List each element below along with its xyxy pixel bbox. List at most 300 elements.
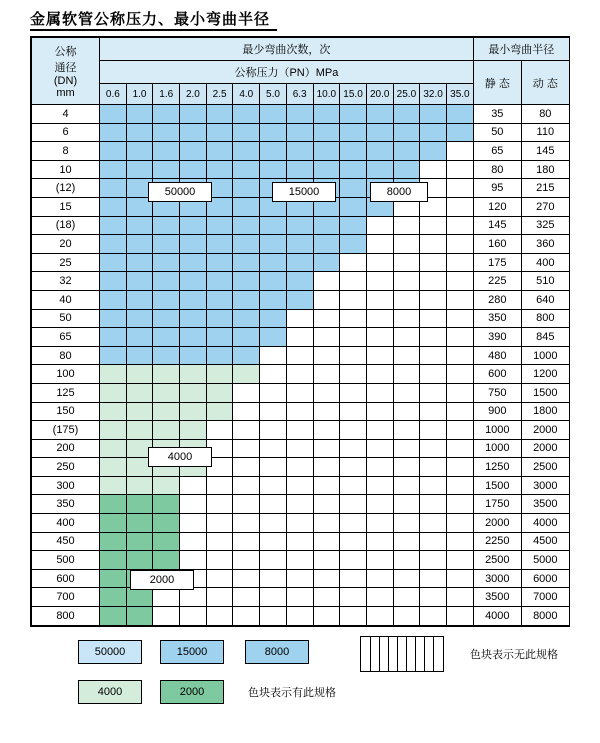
static-radius-value: 80 — [473, 160, 521, 179]
spec-cell — [313, 458, 340, 477]
spec-cell — [366, 421, 393, 440]
spec-cell — [233, 421, 260, 440]
table-row — [32, 253, 570, 272]
dn-value: 10 — [32, 160, 100, 179]
spec-cell — [313, 123, 340, 142]
dn-value: 40 — [32, 290, 100, 309]
spec-cell — [180, 402, 207, 421]
spec-cell — [420, 588, 447, 607]
spec-cell — [126, 142, 153, 161]
static-radius-value: 160 — [473, 235, 521, 254]
dynamic-radius-value: 510 — [521, 272, 569, 291]
spec-cell — [446, 105, 473, 124]
spec-cell — [206, 383, 233, 402]
table-row — [32, 588, 570, 607]
spec-cell — [340, 607, 367, 626]
static-radius-value: 900 — [473, 402, 521, 421]
dynamic-radius-value: 5000 — [521, 551, 569, 570]
spec-cell — [313, 290, 340, 309]
spec-cell — [420, 328, 447, 347]
spec-cell — [153, 365, 180, 384]
dynamic-radius-value: 3500 — [521, 495, 569, 514]
spec-cell — [233, 179, 260, 198]
static-radius-value: 2500 — [473, 551, 521, 570]
spec-cell — [420, 309, 447, 328]
spec-cell — [153, 551, 180, 570]
header-row-1 — [32, 38, 570, 61]
spec-cell — [340, 514, 367, 533]
spec-cell — [286, 439, 313, 458]
spec-cell — [340, 569, 367, 588]
dn-value: 65 — [32, 328, 100, 347]
spec-cell — [366, 476, 393, 495]
spec-cell — [393, 346, 420, 365]
spec-cell — [180, 607, 207, 626]
overlay-tag: 4000 — [148, 447, 212, 467]
spec-cell — [340, 309, 367, 328]
spec-cell — [233, 123, 260, 142]
dn-header-line-3: mm — [56, 87, 75, 99]
spec-cell — [420, 346, 447, 365]
dynamic-radius-value: 215 — [521, 179, 569, 198]
static-radius-value: 280 — [473, 290, 521, 309]
spec-cell — [206, 160, 233, 179]
static-radius-value: 65 — [473, 142, 521, 161]
spec-cell — [233, 216, 260, 235]
table-row — [32, 216, 570, 235]
legend-swatch: 2000 — [160, 680, 224, 704]
dn-value: 150 — [32, 402, 100, 421]
pn-value-header: 32.0 — [420, 84, 447, 105]
spec-cell — [153, 476, 180, 495]
dn-header-line-1: 通径 — [54, 62, 77, 74]
radius-header: 最小弯曲半径 — [473, 38, 569, 61]
dn-header-line-0: 公称 — [54, 46, 77, 58]
spec-cell — [446, 402, 473, 421]
spec-cell — [233, 197, 260, 216]
header-row-2 — [32, 61, 570, 84]
spec-cell — [126, 402, 153, 421]
static-radius-value: 1750 — [473, 495, 521, 514]
spec-cell — [126, 383, 153, 402]
spec-cell — [100, 105, 127, 124]
dynamic-radius-value: 80 — [521, 105, 569, 124]
spec-cell — [313, 402, 340, 421]
spec-cell — [393, 402, 420, 421]
pn-value-header: 6.3 — [286, 84, 313, 105]
spec-cell — [286, 346, 313, 365]
static-radius-value: 1500 — [473, 476, 521, 495]
spec-cell — [233, 160, 260, 179]
dynamic-radius-value: 145 — [521, 142, 569, 161]
static-radius-value: 120 — [473, 197, 521, 216]
spec-cell — [180, 235, 207, 254]
spec-cell — [286, 235, 313, 254]
table-row — [32, 458, 570, 477]
spec-cell — [446, 216, 473, 235]
spec-cell — [100, 532, 127, 551]
spec-cell — [206, 105, 233, 124]
spec-cell — [286, 532, 313, 551]
spec-cell — [446, 439, 473, 458]
spec-cell — [206, 272, 233, 291]
spec-cell — [366, 383, 393, 402]
spec-cell — [313, 476, 340, 495]
spec-cell — [100, 253, 127, 272]
spec-cell — [393, 105, 420, 124]
static-radius-value: 750 — [473, 383, 521, 402]
spec-cell — [100, 421, 127, 440]
spec-cell — [420, 253, 447, 272]
dn-value: 400 — [32, 514, 100, 533]
spec-cell — [100, 458, 127, 477]
spec-cell — [393, 365, 420, 384]
spec-cell — [206, 421, 233, 440]
spec-cell — [153, 272, 180, 291]
spec-cell — [340, 495, 367, 514]
spec-cell — [126, 514, 153, 533]
spec-cell — [260, 588, 287, 607]
spec-cell — [340, 421, 367, 440]
pn-value-header: 10.0 — [313, 84, 340, 105]
spec-cell — [180, 495, 207, 514]
spec-cell — [126, 290, 153, 309]
spec-cell — [446, 309, 473, 328]
spec-cell — [206, 588, 233, 607]
table-row — [32, 160, 570, 179]
spec-cell — [420, 476, 447, 495]
spec-cell — [286, 142, 313, 161]
spec-cell — [180, 588, 207, 607]
spec-cell — [446, 383, 473, 402]
spec-cell — [260, 309, 287, 328]
spec-table — [31, 37, 570, 626]
spec-cell — [393, 476, 420, 495]
table-row — [32, 235, 570, 254]
spec-cell — [366, 142, 393, 161]
spec-cell — [420, 402, 447, 421]
spec-cell — [260, 439, 287, 458]
spec-cell — [446, 197, 473, 216]
dynamic-radius-value: 7000 — [521, 588, 569, 607]
dynamic-radius-value: 325 — [521, 216, 569, 235]
spec-cell — [260, 458, 287, 477]
table-row — [32, 495, 570, 514]
spec-cell — [286, 160, 313, 179]
dn-value: 8 — [32, 142, 100, 161]
dn-value: (12) — [32, 179, 100, 198]
spec-cell — [313, 216, 340, 235]
spec-cell — [393, 588, 420, 607]
spec-cell — [286, 514, 313, 533]
spec-cell — [366, 365, 393, 384]
spec-cell — [100, 123, 127, 142]
dynamic-radius-value: 1500 — [521, 383, 569, 402]
spec-cell — [420, 569, 447, 588]
table-row — [32, 328, 570, 347]
spec-cell — [180, 514, 207, 533]
spec-cell — [446, 346, 473, 365]
pn-value-header: 25.0 — [393, 84, 420, 105]
dynamic-radius-value: 800 — [521, 309, 569, 328]
spec-cell — [153, 160, 180, 179]
spec-cell — [233, 346, 260, 365]
spec-cell — [420, 123, 447, 142]
spec-cell — [126, 328, 153, 347]
spec-cell — [233, 105, 260, 124]
spec-cell — [100, 160, 127, 179]
spec-cell — [126, 309, 153, 328]
spec-cell — [260, 272, 287, 291]
spec-cell — [420, 421, 447, 440]
spec-cell — [313, 160, 340, 179]
spec-cell — [153, 142, 180, 161]
spec-cell — [313, 142, 340, 161]
spec-cell — [260, 383, 287, 402]
spec-cell — [260, 346, 287, 365]
spec-cell — [180, 551, 207, 570]
spec-cell — [233, 532, 260, 551]
spec-cell — [393, 532, 420, 551]
spec-cell — [340, 123, 367, 142]
overlay-tag: 50000 — [148, 182, 212, 202]
static-radius-value: 2250 — [473, 532, 521, 551]
table-row — [32, 142, 570, 161]
table-row — [32, 365, 570, 384]
dynamic-radius-value: 1000 — [521, 346, 569, 365]
spec-cell — [446, 551, 473, 570]
spec-cell — [180, 123, 207, 142]
legend-grid-swatch — [360, 636, 444, 672]
spec-cell — [260, 514, 287, 533]
table-row — [32, 290, 570, 309]
spec-cell — [446, 365, 473, 384]
table-row — [32, 402, 570, 421]
dynamic-radius-value: 3000 — [521, 476, 569, 495]
spec-cell — [286, 290, 313, 309]
spec-cell — [233, 290, 260, 309]
legend-swatch: 4000 — [78, 680, 142, 704]
spec-cell — [366, 551, 393, 570]
spec-cell — [366, 309, 393, 328]
static-radius-value: 4000 — [473, 607, 521, 626]
spec-cell — [313, 105, 340, 124]
static-radius-value: 50 — [473, 123, 521, 142]
spec-cell — [233, 588, 260, 607]
spec-cell — [446, 588, 473, 607]
overlay-tag: 2000 — [130, 570, 194, 590]
spec-cell — [420, 142, 447, 161]
spec-cell — [286, 402, 313, 421]
spec-cell — [233, 328, 260, 347]
spec-cell — [206, 532, 233, 551]
table-row — [32, 272, 570, 291]
pn-value-header: 35.0 — [446, 84, 473, 105]
spec-cell — [313, 309, 340, 328]
spec-cell — [233, 142, 260, 161]
dynamic-radius-value: 1800 — [521, 402, 569, 421]
spec-cell — [366, 495, 393, 514]
spec-cell — [366, 532, 393, 551]
spec-cell — [393, 551, 420, 570]
spec-cell — [393, 216, 420, 235]
spec-cell — [313, 365, 340, 384]
pn-value-header: 4.0 — [233, 84, 260, 105]
dn-value: 15 — [32, 197, 100, 216]
spec-cell — [126, 551, 153, 570]
spec-cell — [313, 421, 340, 440]
spec-cell — [286, 569, 313, 588]
dn-value: 250 — [32, 458, 100, 477]
spec-cell — [446, 569, 473, 588]
table-row — [32, 123, 570, 142]
spec-cell — [366, 588, 393, 607]
spec-cell — [206, 309, 233, 328]
spec-cell — [366, 402, 393, 421]
pn-value-header: 15.0 — [340, 84, 367, 105]
spec-cell — [153, 532, 180, 551]
spec-cell — [340, 383, 367, 402]
spec-cell — [313, 495, 340, 514]
pn-value-header: 2.0 — [180, 84, 207, 105]
spec-cell — [206, 216, 233, 235]
spec-cell — [420, 607, 447, 626]
spec-cell — [340, 179, 367, 198]
spec-cell — [126, 476, 153, 495]
spec-cell — [313, 532, 340, 551]
spec-cell — [206, 495, 233, 514]
spec-cell — [393, 495, 420, 514]
spec-cell — [233, 458, 260, 477]
spec-cell — [420, 495, 447, 514]
spec-cell — [340, 197, 367, 216]
spec-cell — [446, 532, 473, 551]
spec-cell — [153, 216, 180, 235]
spec-cell — [366, 328, 393, 347]
spec-cell — [260, 607, 287, 626]
pn-value-header: 5.0 — [260, 84, 287, 105]
spec-cell — [260, 123, 287, 142]
spec-cell — [340, 253, 367, 272]
legend-swatch: 8000 — [245, 640, 309, 664]
spec-cell — [233, 383, 260, 402]
spec-cell — [126, 365, 153, 384]
spec-cell — [233, 235, 260, 254]
dn-value: 300 — [32, 476, 100, 495]
spec-cell — [420, 514, 447, 533]
pn-value-header: 1.0 — [126, 84, 153, 105]
spec-cell — [206, 123, 233, 142]
spec-cell — [153, 346, 180, 365]
spec-cell — [393, 235, 420, 254]
page-title: 金属软管公称压力、最小弯曲半径 — [30, 10, 271, 28]
spec-cell — [126, 532, 153, 551]
spec-cell — [206, 569, 233, 588]
spec-cell — [313, 569, 340, 588]
spec-cell — [393, 160, 420, 179]
dn-value: 80 — [32, 346, 100, 365]
spec-cell — [446, 458, 473, 477]
spec-cell — [153, 421, 180, 440]
dn-header-cell — [32, 38, 100, 105]
spec-cell — [260, 476, 287, 495]
spec-cell — [340, 439, 367, 458]
spec-cell — [206, 346, 233, 365]
spec-cell — [180, 365, 207, 384]
spec-cell — [100, 383, 127, 402]
spec-cell — [340, 346, 367, 365]
dynamic-radius-value: 2500 — [521, 458, 569, 477]
spec-cell — [100, 197, 127, 216]
spec-cell — [446, 272, 473, 291]
spec-cell — [340, 458, 367, 477]
spec-cell — [366, 439, 393, 458]
spec-cell — [126, 346, 153, 365]
spec-cell — [260, 402, 287, 421]
spec-cell — [206, 290, 233, 309]
spec-cell — [233, 365, 260, 384]
spec-cell — [153, 328, 180, 347]
spec-cell — [153, 123, 180, 142]
dn-value: 20 — [32, 235, 100, 254]
dynamic-radius-value: 4000 — [521, 514, 569, 533]
dynamic-radius-value: 1200 — [521, 365, 569, 384]
spec-cell — [100, 569, 127, 588]
spec-cell — [260, 532, 287, 551]
spec-cell — [340, 588, 367, 607]
spec-cell — [393, 569, 420, 588]
table-row — [32, 105, 570, 124]
spec-cell — [233, 495, 260, 514]
spec-cell — [233, 514, 260, 533]
static-radius-value: 480 — [473, 346, 521, 365]
spec-cell — [180, 272, 207, 291]
static-header: 静 态 — [473, 61, 521, 105]
legend-swatch: 50000 — [78, 640, 142, 664]
spec-cell — [420, 532, 447, 551]
spec-cell — [260, 421, 287, 440]
spec-cell — [260, 551, 287, 570]
spec-cell — [340, 551, 367, 570]
spec-cell — [420, 290, 447, 309]
spec-cell — [420, 551, 447, 570]
dn-value: 6 — [32, 123, 100, 142]
static-radius-value: 1000 — [473, 439, 521, 458]
spec-cell — [340, 328, 367, 347]
bend-count-header: 最少弯曲次数，次 — [100, 38, 474, 61]
static-radius-value: 1000 — [473, 421, 521, 440]
spec-cell — [180, 532, 207, 551]
spec-cell — [233, 569, 260, 588]
spec-cell — [313, 235, 340, 254]
spec-cell — [206, 514, 233, 533]
spec-cell — [286, 421, 313, 440]
spec-cell — [286, 458, 313, 477]
spec-cell — [260, 253, 287, 272]
table-row — [32, 551, 570, 570]
spec-cell — [286, 328, 313, 347]
spec-cell — [393, 607, 420, 626]
spec-cell — [126, 253, 153, 272]
table-row — [32, 569, 570, 588]
spec-cell — [180, 253, 207, 272]
pn-value-header: 1.6 — [153, 84, 180, 105]
pn-header: 公称压力（PN）MPa — [100, 61, 474, 84]
spec-cell — [260, 365, 287, 384]
static-radius-value: 600 — [473, 365, 521, 384]
table-row — [32, 421, 570, 440]
dn-value: 25 — [32, 253, 100, 272]
